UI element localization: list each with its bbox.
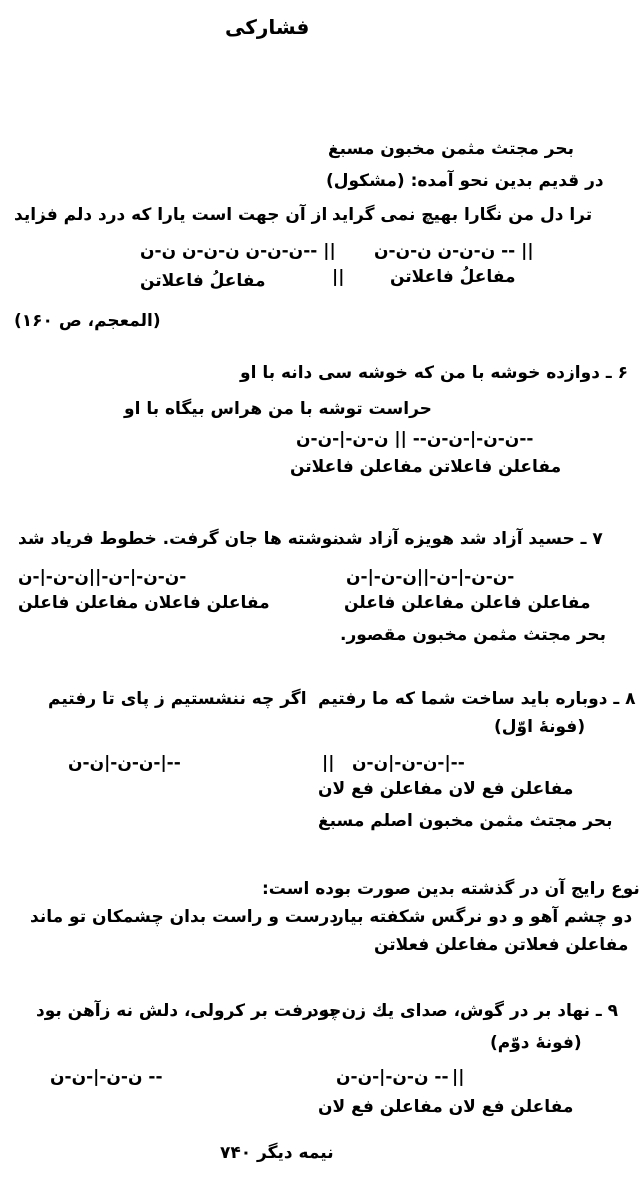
item8-note: (فونهٔ اوّل) <box>494 717 586 737</box>
reference: (المعجم، ص ۱۶۰) <box>14 311 161 331</box>
verse-left: از آن جهت است یارا که درد دلم فزاید <box>14 205 328 225</box>
feet-separator: || <box>332 267 345 287</box>
item9-scansion-left: ن-ن-|-ن-ن -- <box>50 1067 163 1087</box>
item9-note: (فونهٔ دوّم) <box>490 1033 582 1053</box>
item8-scansion-right: ن-ن-|ن-ن-|-- <box>352 753 465 773</box>
item8-line1-left: اگر چه ننشستیم ز پای تا رفتیم <box>48 689 307 709</box>
item7-scansion-left: ن-ن-|-ن-||ن-ن-|-ن- <box>18 567 187 587</box>
item7-scansion-right: ن-ن-|-ن-||ن-ن-|-ن- <box>346 567 515 587</box>
common-verse-right: دو چشم آهو و دو نرگس شکفته بیار <box>334 907 633 927</box>
meter-title: بحر مجتث مثمن مخبون مسبغ <box>328 139 575 159</box>
item6-line2: حراست توشه با من هراس بیگاه با او <box>124 399 432 419</box>
item8-separator: || <box>322 753 335 773</box>
item6-feet: مفاعلن فاعلاتن مفاعلن فاعلاتن <box>290 457 562 477</box>
item7-line1-right: ۷ ـ حسید آزاد شد هویزه آزاد شد <box>336 529 603 549</box>
item7-meter: بحر مجتث مثمن مخبون مقصور. <box>340 625 607 645</box>
feet-left: مفاعلُ فاعلاتن <box>140 271 266 291</box>
item8-line1-right: ۸ ـ دوباره باید ساخت شما که ما رفتیم <box>318 689 636 709</box>
scansion-right: ن-ن-ن ن-ن-ن -- || <box>374 241 534 261</box>
item7-feet-left: مفاعلن فاعلان مفاعلن فاعلن <box>18 593 270 613</box>
common-feet: مفاعلن فعلاتن مفاعلن فعلاتن <box>374 935 629 955</box>
common-verse-left: درست و راست بدان چشمکان تو ماند <box>30 907 339 927</box>
item9-line1-right: ۹ ـ نهاد بر در گوش، صدای یك زن بود <box>310 1001 619 1021</box>
item6-line1: ۶ ـ دوازده خوشه با من که خوشه سی دانه با او <box>240 363 628 383</box>
scansion-left: ن-ن-ن ن-ن-ن ن-ن-- || <box>140 241 336 261</box>
item8-scansion-left: ن-ن-|ن-ن-|-- <box>68 753 181 773</box>
page-footer: نیمه دیگر ۷۴۰ <box>220 1143 334 1163</box>
item8-meter: بحر مجتث مثمن مخبون اصلم مسبغ <box>318 811 613 831</box>
item9-scansion-right: ن-ن-|-ن-ن -- <box>336 1067 449 1087</box>
page-header: فشارکی <box>225 15 310 39</box>
ancient-note: در قدیم بدین نحو آمده: (مشکول) <box>326 171 604 191</box>
feet-right: مفاعلُ فاعلاتن <box>390 267 516 287</box>
item9-feet: مفاعلن فع لان مفاعلن فع لان <box>318 1097 574 1117</box>
item7-line1-left: نوشته ها جان گرفت. خطوط فریاد شد <box>18 529 339 549</box>
item6-scansion: ن-ن-|-ن-ن-- || ن-ن-|-ن-ن-- <box>296 429 534 449</box>
verse-right: ترا دل من نگارا بهیچ نمی گراید <box>332 205 593 225</box>
item9-separator: || <box>452 1067 465 1087</box>
item9-line1-left: چه رفت بر کرولی، دلش نه زآهن بود <box>36 1001 342 1021</box>
common-heading: نوع رایج آن در گذشته بدین صورت بوده است: <box>262 879 640 899</box>
item8-feet: مفاعلن فع لان مفاعلن فع لان <box>318 779 574 799</box>
item7-feet-right: مفاعلن فاعلن مفاعلن فاعلن <box>344 593 591 613</box>
